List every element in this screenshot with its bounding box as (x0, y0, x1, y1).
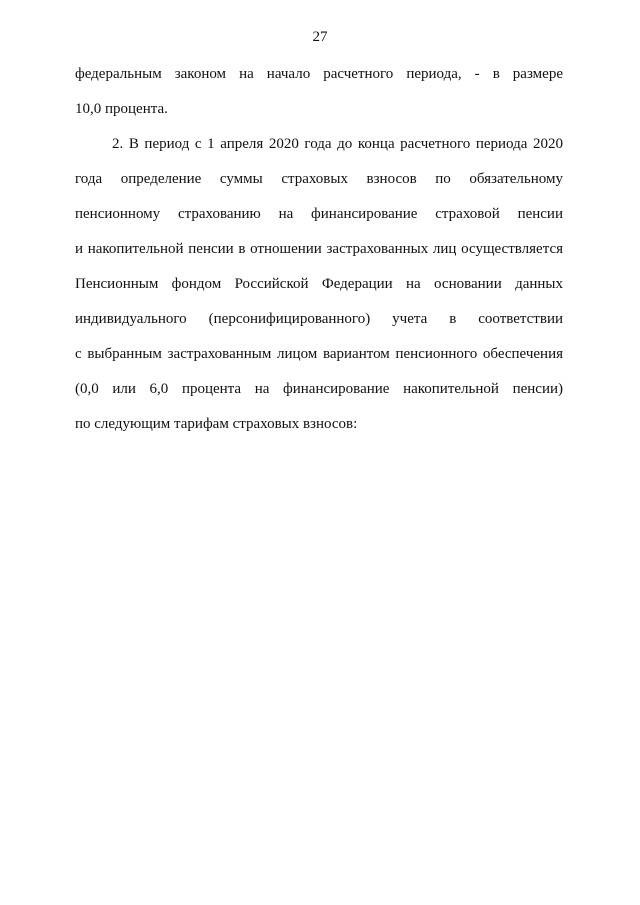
text-line: (0,0 или 6,0 процента на финансирование накопительной пенсии) (75, 381, 563, 397)
text-line: 10,0 процента. (75, 101, 168, 117)
text-line: индивидуального (персонифицированного) учета в соответствии (75, 311, 563, 327)
text-line: и накопительной пенсии в отношении застрахованных лиц осуществляется (75, 241, 563, 257)
text-line: по следующим тарифам страховых взносов: (75, 416, 358, 432)
text-line: года определение суммы страховых взносов по обязательному (75, 171, 563, 187)
text-line: федеральным законом на начало расчетного периода, - в размере (75, 66, 563, 82)
text-line: пенсионному страхованию на финансирование страховой пенсии (75, 206, 563, 222)
text-line: с выбранным застрахованным лицом вариантом пенсионного обеспечения (75, 346, 563, 362)
text-line: Пенсионным фондом Российской Федерации на основании данных (75, 276, 563, 292)
paragraph-continuation (75, 64, 563, 134)
text-line: 2. В период с 1 апреля 2020 года до конца расчетного периода 2020 (112, 136, 563, 152)
page-number: 27 (312, 29, 328, 45)
paragraph-item-2 (75, 134, 563, 449)
